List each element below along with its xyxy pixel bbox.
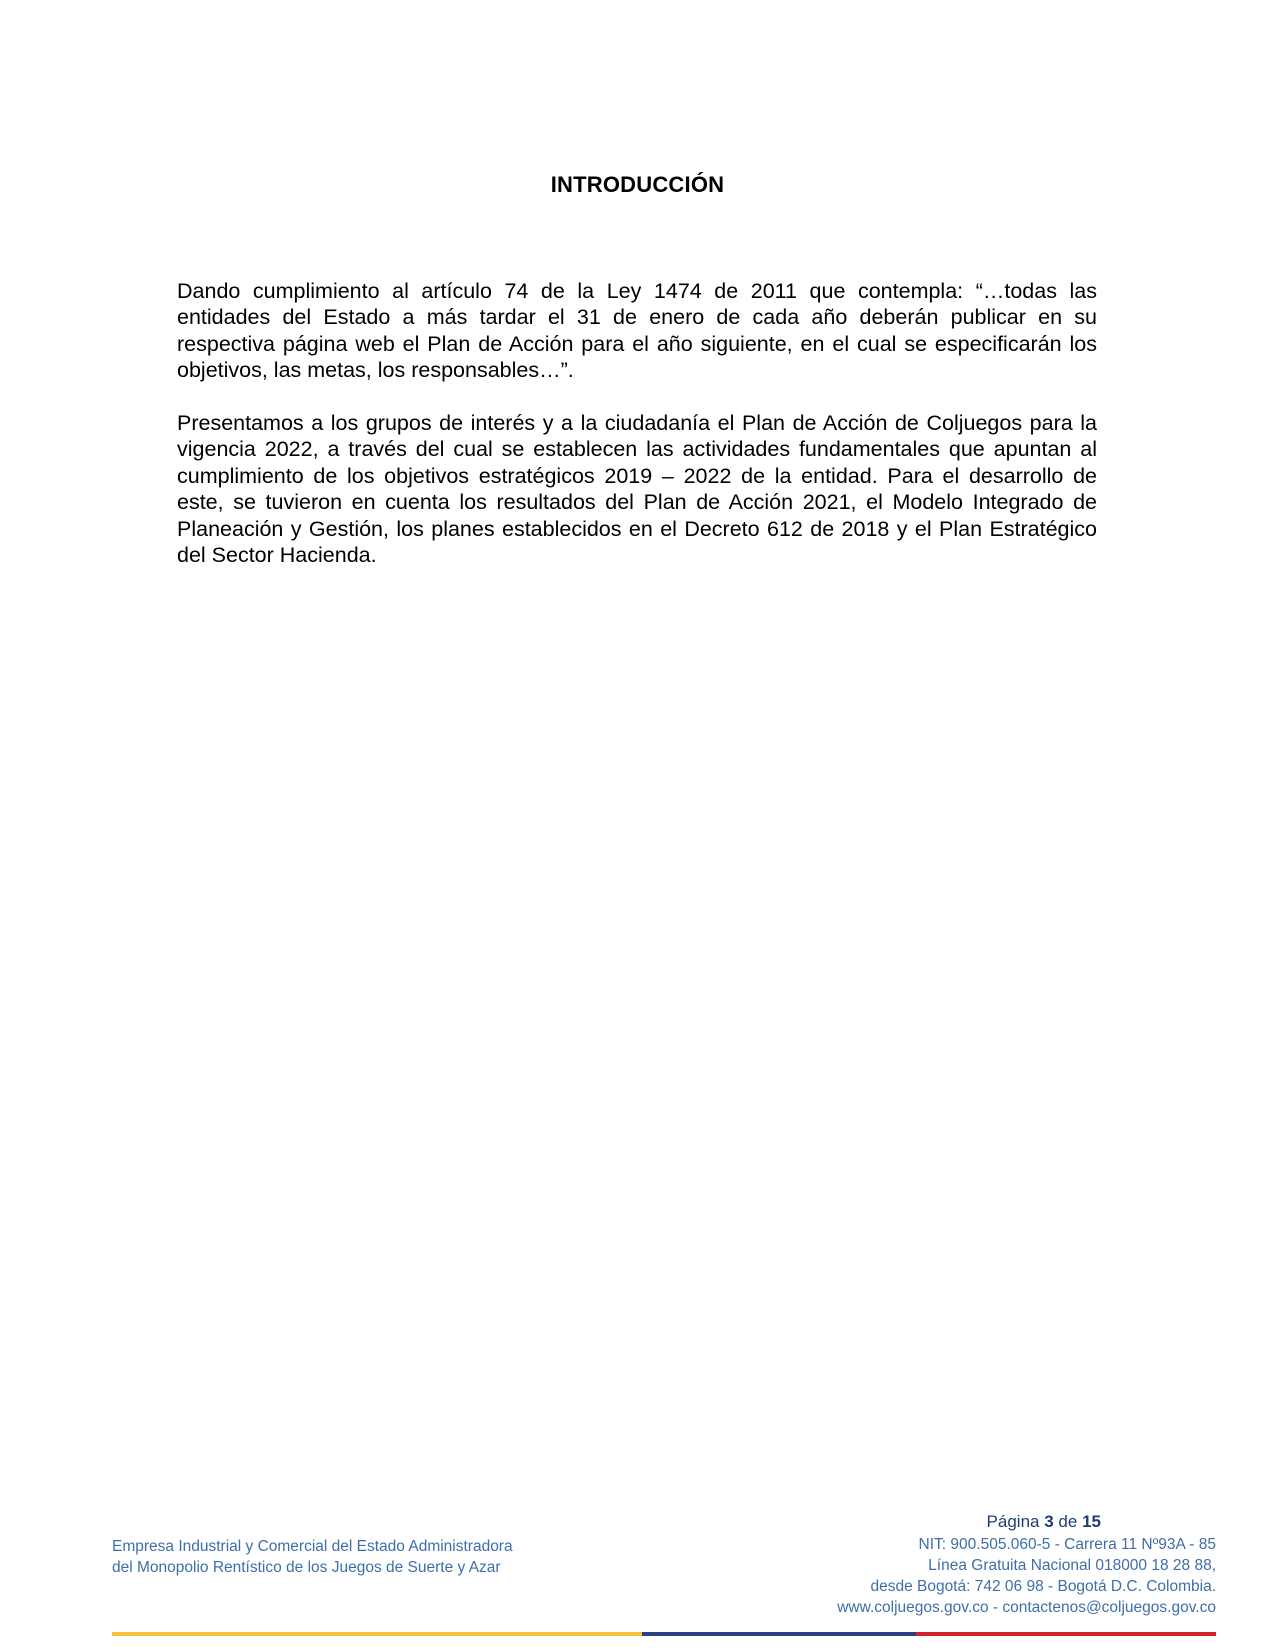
footer-company-line-1: Empresa Industrial y Comercial del Estado Administradora (112, 1538, 513, 1555)
color-bar-blue (642, 1632, 916, 1636)
page-title: INTRODUCCIÓN (550, 172, 725, 197)
page-total: 15 (1082, 1512, 1101, 1531)
footer-contact-info (837, 1508, 1216, 1618)
page-current: 3 (1044, 1512, 1054, 1531)
footer-color-bar (112, 1632, 1216, 1636)
intro-paragraph-1: Dando cumplimiento al artículo 74 de la Ley 1474 de 2011 que contempla: “…todas las entidades del Estado a más tardar el 31 de enero de cada año deberán publicar en su respectiva página web el Plan de Acción para el año siguiente, en el cual se especificarán los objetivos, las metas, los responsables…”. (177, 279, 1097, 383)
page-of: de (1058, 1512, 1078, 1531)
intro-paragraph-2: Presentamos a los grupos de interés y a la ciudadanía el Plan de Acción de Coljuegos para la vigencia 2022, a través del cual se establecen las actividades fundamentales que apuntan al cumplimiento de los objetivos estratégicos 2019 – 2022 de la entidad. Para el desarrollo de este, se tuvieron en cuenta los resultados del Plan de Acción 2021, el Modelo Integrado de Planeación y Gestión, los planes establecidos en el Decreto 612 de 2018 y el Plan Estratégico del Sector Hacienda. (177, 411, 1097, 568)
footer-nit-address: NIT: 900.505.060-5 - Carrera 11 Nº93A - 85 (918, 1536, 1216, 1553)
footer-phone-line: Línea Gratuita Nacional 018000 18 28 88, (928, 1557, 1216, 1574)
color-bar-red (916, 1632, 1216, 1636)
footer-company-name (112, 1536, 513, 1578)
footer-web-email: www.coljuegos.gov.co - contactenos@coljuegos.gov.co (837, 1599, 1216, 1616)
footer-company-line-2: del Monopolio Rentístico de los Juegos de Suerte y Azar (112, 1559, 501, 1576)
color-bar-yellow (112, 1632, 642, 1636)
footer-bogota-phone: desde Bogotá: 742 06 98 - Bogotá D.C. Colombia. (870, 1578, 1216, 1595)
page-label: Página (986, 1512, 1040, 1531)
